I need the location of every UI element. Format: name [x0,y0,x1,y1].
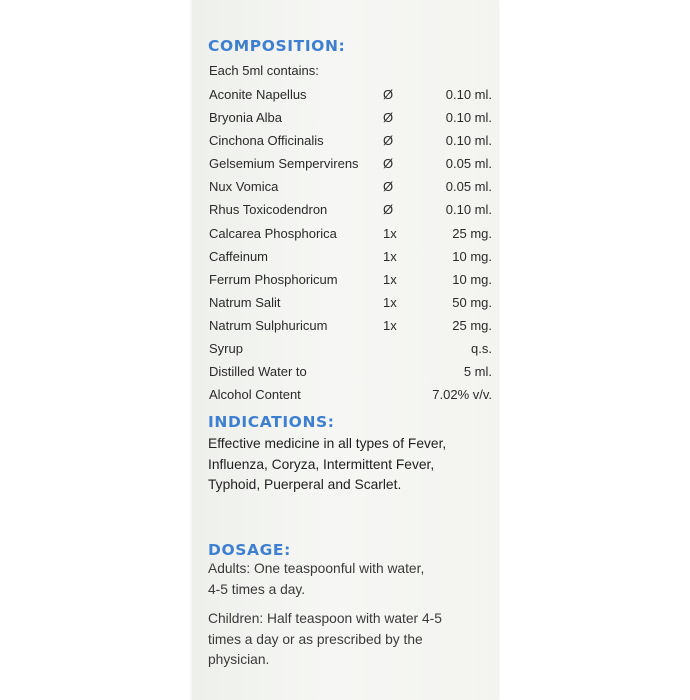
ingredient-row [209,360,492,383]
ingredient-quantity: 7.02% v/v. [432,387,492,403]
ingredient-name: Natrum Sulphuricum [209,317,328,333]
ingredient-name: Aconite Napellus [209,87,307,102]
ingredient-name: Caffeinum [209,248,269,264]
ingredient-row [209,83,492,106]
ingredient-name: Syrup [209,341,243,357]
ingredient-row [209,198,492,221]
ingredient-potency: Ø [383,110,394,126]
ingredient-potency: 1x [383,225,397,241]
ingredient-name: Alcohol Content [209,387,301,403]
ingredient-potency: 1x [383,294,397,310]
dosage-children-line: physician. [208,652,270,667]
dosage-children-line: times a day or as prescribed by the [208,631,423,647]
ingredient-name: Ferrum Phosphoricum [209,271,338,287]
ingredient-row [209,106,492,129]
ingredient-quantity: 50 mg. [452,294,492,310]
ingredient-quantity: 25 mg. [452,317,492,333]
ingredient-name: Rhus Toxicodendron [209,202,328,218]
ingredient-row [209,152,492,175]
ingredient-potency: Ø [383,133,394,149]
ingredient-row [209,222,492,245]
ingredient-quantity: 0.10 ml. [445,202,492,218]
ingredient-quantity: 0.05 ml. [445,156,492,172]
ingredient-potency: Ø [383,202,394,218]
ingredient-name: Cinchona Officinalis [209,133,324,149]
ingredient-quantity: 10 mg. [452,271,492,287]
ingredient-quantity: 0.10 ml. [445,87,492,102]
ingredient-name: Nux Vomica [209,179,279,195]
indications-line: Typhoid, Puerperal and Scarlet. [208,477,402,492]
ingredient-name: Bryonia Alba [209,110,282,126]
ingredient-row [209,245,492,268]
dosage-heading: DOSAGE: [208,541,291,559]
ingredient-name: Natrum Salit [209,294,281,310]
ingredient-name: Calcarea Phosphorica [209,225,337,241]
ingredient-quantity: 0.05 ml. [445,179,492,195]
dosage-adults-line: 4-5 times a day. [208,581,306,597]
ingredient-potency: 1x [383,317,397,333]
ingredient-potency: 1x [383,271,397,287]
dosage-adults-line: Adults: One teaspoonful with water, [208,561,425,576]
ingredient-potency: 1x [383,248,397,264]
ingredient-quantity: 5 ml. [463,364,492,380]
ingredient-quantity: 10 mg. [452,248,492,264]
indications-text [208,434,498,496]
ingredient-row [209,268,492,291]
ingredient-quantity: 0.10 ml. [445,110,492,126]
composition-intro: Each 5ml contains: [209,63,319,78]
dosage-children-line: Children: Half teaspoon with water 4-5 [208,611,442,626]
ingredient-row [209,337,492,360]
ingredient-quantity: q.s. [471,341,492,357]
indications-line: Influenza, Coryza, Intermittent Fever, [208,456,435,472]
ingredient-row [209,291,492,314]
ingredient-potency: Ø [383,156,394,172]
ingredient-row [209,129,492,152]
ingredient-name: Gelsemium Sempervirens [209,156,359,172]
ingredient-potency: Ø [383,179,394,195]
ingredient-quantity: 0.10 ml. [445,133,492,149]
composition-heading: COMPOSITION: [208,37,346,55]
dosage-adults [208,559,498,600]
ingredient-potency: Ø [383,87,394,102]
ingredient-list [209,83,492,406]
indications-heading: INDICATIONS: [208,413,335,431]
ingredient-row [209,175,492,198]
ingredient-quantity: 25 mg. [452,225,492,241]
indications-line: Effective medicine in all types of Fever, [208,436,447,451]
dosage-children [208,609,498,671]
product-label-panel [192,0,498,700]
ingredient-row [209,314,492,337]
ingredient-name: Distilled Water to [209,364,307,380]
ingredient-row [209,383,492,406]
